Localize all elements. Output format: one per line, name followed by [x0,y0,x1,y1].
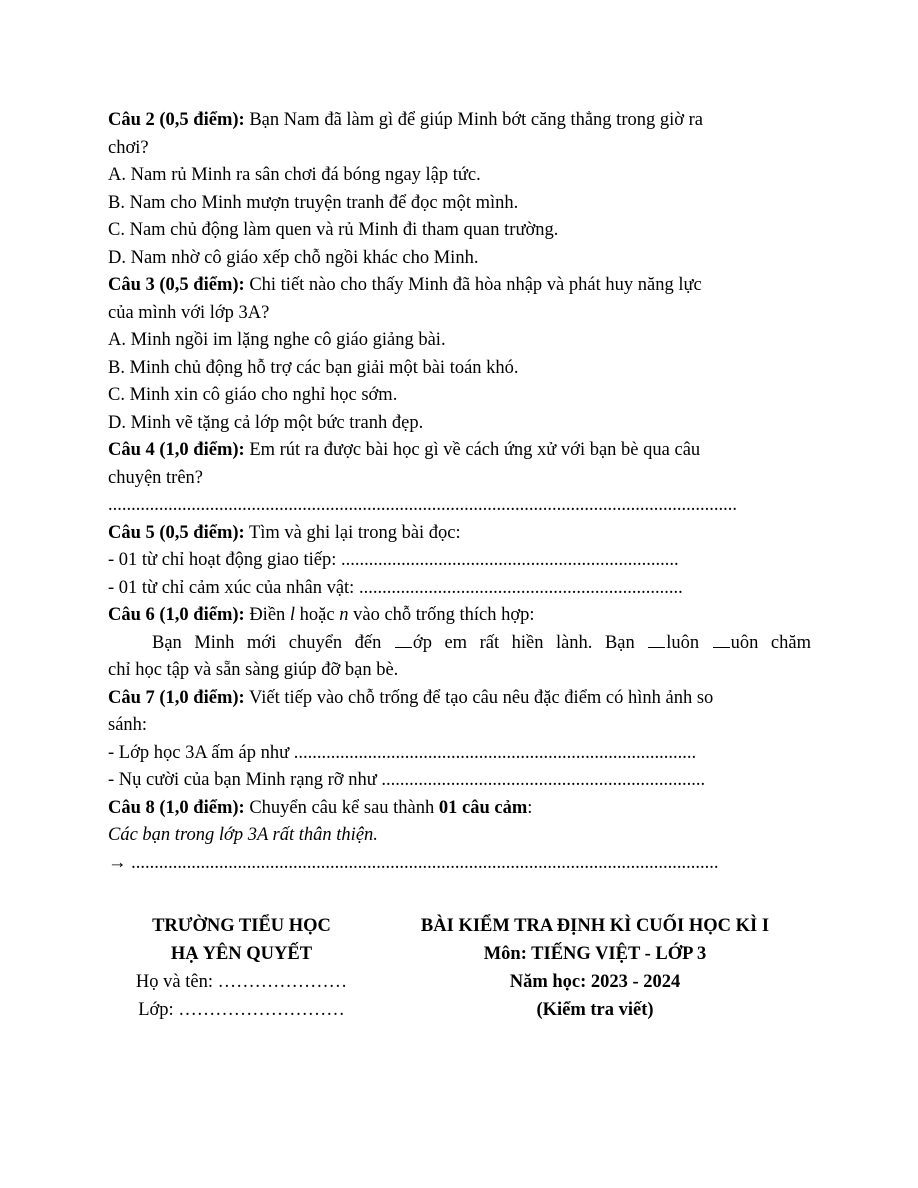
question-2-label: Câu 2 (0,5 điểm): [108,110,245,130]
question-2-option-d[interactable]: D. Nam nhờ cô giáo xếp chỗ ngồi khác cho Minh. [108,247,479,268]
question-6-text-post: vào chỗ trống thích hợp: [348,605,535,625]
question-7-line1 [108,685,811,713]
question-6-text-pre: Điền [244,605,290,625]
question-8-text-pre: Chuyển câu kể sau thành [244,797,439,818]
question-6-para-b: ớp em rất hiền lành. Bạn [412,632,648,653]
question-7-item-2[interactable]: - Nụ cười của bạn Minh rạng rỡ như ...................................................................... [108,770,706,790]
question-4-label: Câu 4 (1,0 điểm): [108,440,245,460]
school-name-line1: TRƯỜNG TIỂU HỌC [152,916,331,936]
question-3-option-b[interactable]: B. Minh chủ động hỗ trợ các bạn giải một bài toán khó. [108,357,519,378]
question-2-text: Bạn Nam đã làm gì để giúp Minh bớt căng thẳng trong giờ ra [244,110,704,130]
school-info [110,912,373,1024]
question-7-line2: sánh: [108,715,148,735]
exam-content [108,107,811,877]
question-6-line1 [108,602,811,630]
question-3-option-d[interactable]: D. Minh vẽ tặng cả lớp một bức tranh đẹp. [108,412,424,433]
question-2-line2: chơi? [108,137,149,158]
question-8-label: Câu 8 (1,0 điểm): [108,797,245,818]
question-4-line1 [108,437,811,465]
exam-type: (Kiểm tra viết) [536,1000,654,1020]
question-2-option-c[interactable]: C. Nam chủ động làm quen và rủ Minh đi tham quan trường. [108,220,559,240]
letter-l: l [289,605,296,625]
question-3-line1 [108,272,811,300]
question-8-answer-line[interactable]: → ............................................................................................................................... [108,852,719,873]
question-7-item-1[interactable]: - Lớp học 3A ấm áp như ....................................................................................... [108,742,697,763]
question-4-text: Em rút ra được bài học gì về cách ứng xử với bạn bè qua câu [244,440,701,460]
question-5-item-1[interactable]: - 01 từ chỉ hoạt động giao tiếp: ......................................................................... [108,550,679,570]
letter-n: n [339,605,349,625]
question-5-line1 [108,520,811,548]
exam-subject: Môn: TIẾNG VIỆT - LỚP 3 [483,944,707,964]
question-3-text: Chi tiết nào cho thấy Minh đã hòa nhập và phát huy năng lực [244,275,702,295]
question-5-label: Câu 5 (0,5 điểm): [108,522,245,543]
question-7-label: Câu 7 (1,0 điểm): [108,687,245,708]
question-2-line1 [108,107,811,135]
question-3-line2: của mình với lớp 3A? [108,302,270,323]
question-2-option-b[interactable]: B. Nam cho Minh mượn truyện tranh để đọc một mình. [108,192,519,213]
question-5-item-2[interactable]: - 01 từ chỉ cảm xúc của nhân vật: ...................................................................... [108,577,683,598]
question-7-text: Viết tiếp vào chỗ trống để tạo câu nêu đặc điểm có hình ảnh so [244,687,714,708]
exam-year: Năm học: 2023 - 2024 [509,972,681,992]
question-2-option-a[interactable]: A. Nam rủ Minh ra sân chơi đá bóng ngay lập tức. [108,165,481,185]
question-5-text: Tìm và ghi lại trong bài đọc: [244,522,461,543]
fill-blank-3[interactable] [713,633,730,648]
question-4-line2: chuyện trên? [108,467,204,488]
name-field[interactable]: Họ và tên: ………………… [135,972,348,992]
question-8-sentence [108,822,811,850]
question-8-text-post: : [527,797,533,818]
question-3-option-a[interactable]: A. Minh ngồi im lặng nghe cô giáo giảng bài. [108,330,446,350]
exam-title: BÀI KIỂM TRA ĐỊNH KÌ CUỐI HỌC KÌ I [420,916,770,936]
question-8-sentence-text: Các bạn trong lớp 3A rất thân thiện. [108,825,378,845]
question-3-label: Câu 3 (0,5 điểm): [108,275,245,295]
question-3-option-c[interactable]: C. Minh xin cô giáo cho nghỉ học sớm. [108,385,398,405]
question-6-para-a: Bạn Minh mới chuyển đến [152,632,394,653]
question-6-label: Câu 6 (1,0 điểm): [108,605,245,625]
question-6-text-mid: hoặc [295,605,340,625]
question-8-line1 [108,795,811,823]
school-name-line2: HẠ YÊN QUYẾT [170,944,313,964]
question-6-para-c: luôn [666,632,712,653]
question-6-paragraph [108,630,811,658]
question-6-para-d: uôn chăm [730,632,811,653]
exam-info [385,912,805,1024]
fill-blank-2[interactable] [648,633,665,648]
question-6-paragraph-line2: chỉ học tập và sẵn sàng giúp đỡ bạn bè. [108,660,399,680]
question-8-text-bold: 01 câu cảm [438,797,528,818]
fill-blank-1[interactable] [395,633,412,648]
class-field[interactable]: Lớp: ……………………… [138,1000,345,1020]
question-4-answer-line[interactable]: ........................................................................................................................................ [108,495,737,515]
